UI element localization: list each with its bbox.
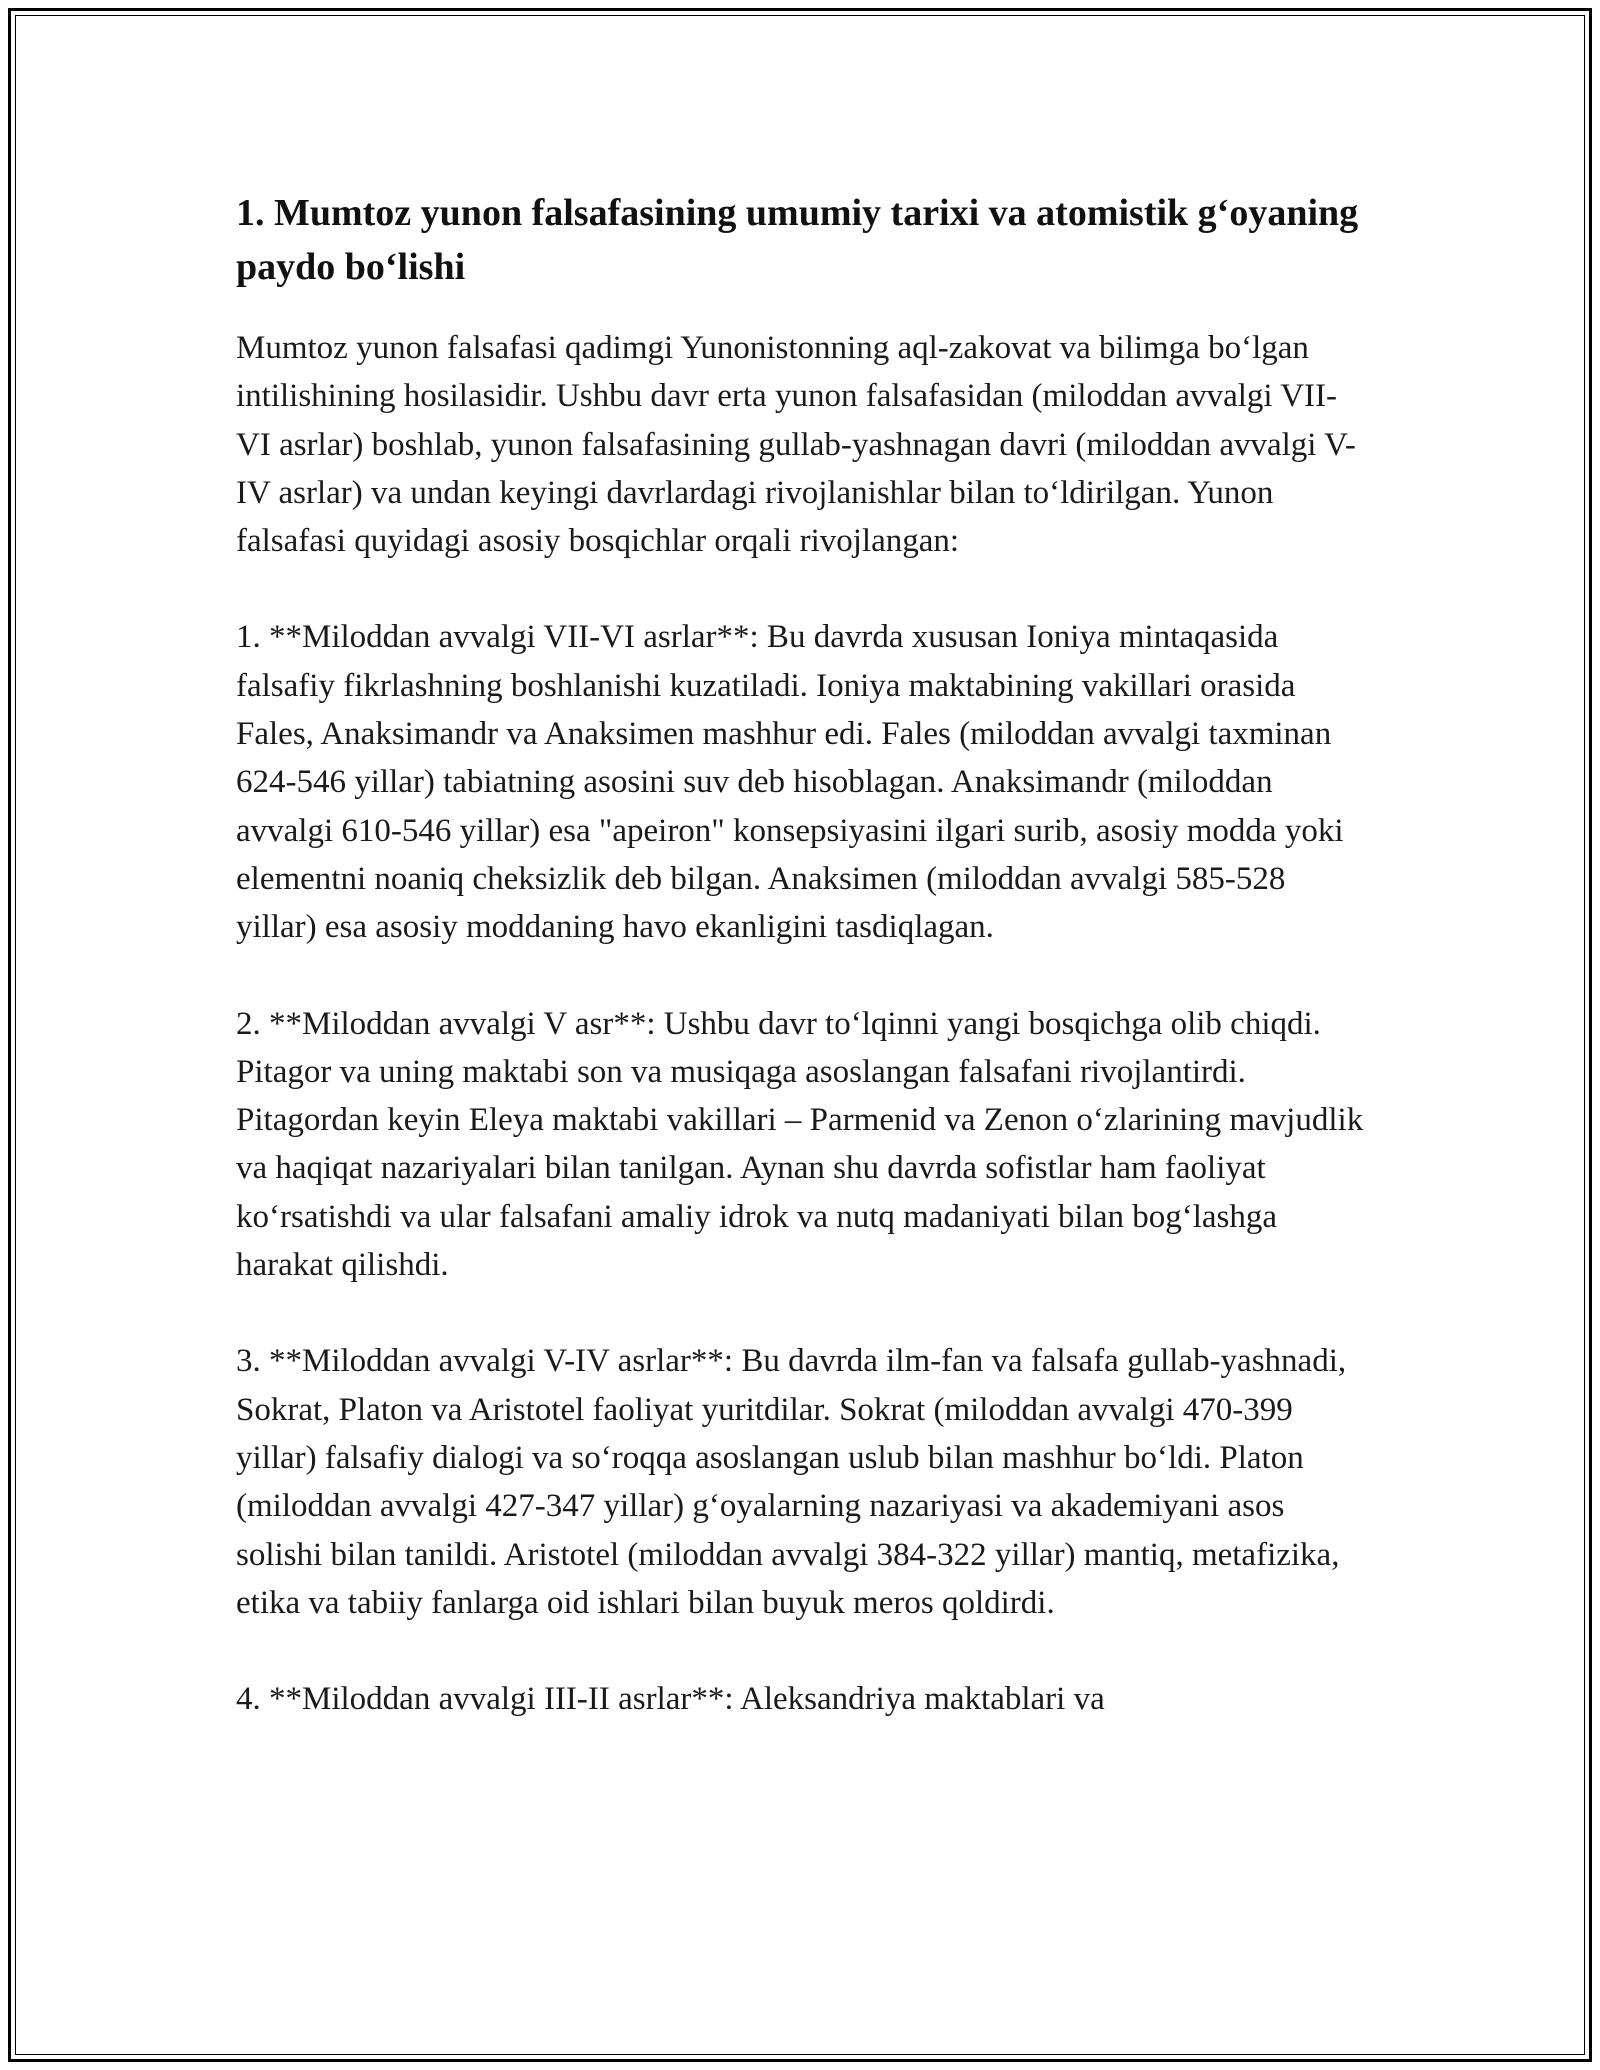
list-item-period-4: 4. **Miloddan avvalgi III-II asrlar**: Aleksandriya maktablari va <box>236 1681 1105 1718</box>
list-item-period-1: 1. **Miloddan avvalgi VII-VI asrlar**: Bu davrda xususan Ioniya mintaqasida falsafiy fikrlashning boshlanishi kuzatiladi. Ioniya maktabining vakillari orasida Fales, Anaksimandr va Anaksimen mashhur edi. Fales (miloddan avvalgi taxminan 624-546 yillar) tabiatning asosini suv deb hisoblagan. Anaksimandr (miloddan avvalgi 610-546 yillar) esa "apeiron" konsepsiyasini ilgari surib, asosiy modda yoki elementni noaniq cheksizlik deb bilgan. Anaksimen (miloddan avvalgi 585-528 yillar) esa asosiy moddaning havo ekanligini tasdiqlagan. <box>236 619 1344 946</box>
section-heading: 1. Mumtoz yunon falsafasining umumiy tarixi va atomistik g‘oyaning paydo bo‘lishi <box>236 192 1359 288</box>
list-item-period-3: 3. **Miloddan avvalgi V-IV asrlar**: Bu davrda ilm-fan va falsafa gullab-yashnadi, Sokrat, Platon va Aristotel faoliyat yuritdilar. Sokrat (miloddan avvalgi 470-399 yillar) falsafiy dialogi va so‘roqqa asoslangan uslub bilan mashhur bo‘ldi. Platon (miloddan avvalgi 427-347 yillar) g‘oyalarning nazariyasi va akademiyani asos solishi bilan tanildi. Aristotel (miloddan avvalgi 384-322 yillar) mantiq, metafizika, etika va tabiiy fanlarga oid ishlari bilan buyuk meros qoldirdi. <box>236 1343 1347 1621</box>
intro-paragraph: Mumtoz yunon falsafasi qadimgi Yunonistonning aql-zakovat va bilimga bo‘lgan intilishining hosilasidir. Ushbu davr erta yunon falsafasidan (miloddan avvalgi VII-VI asrlar) boshlab, yunon falsafasining gullab-yashnagan davri (miloddan avvalgi V-IV asrlar) va undan keyingi davrlardagi rivojlanishlar bilan to‘ldirilgan. Yunon falsafasi quyidagi asosiy bosqichlar orqali rivojlangan: <box>236 330 1356 560</box>
document-body <box>236 186 1366 1723</box>
list-item-period-2: 2. **Miloddan avvalgi V asr**: Ushbu davr to‘lqinni yangi bosqichga olib chiqdi. Pitagor va uning maktabi son va musiqaga asoslangan falsafani rivojlantirdi. Pitagordan keyin Eleya maktabi vakillari – Parmenid va Zenon o‘zlarining mavjudlik va haqiqat nazariyalari bilan tanilgan. Aynan shu davrda sofistlar ham faoliyat ko‘rsatishdi va ular falsafani amaliy idrok va nutq madaniyati bilan bog‘lashga harakat qilishdi. <box>236 1005 1364 1284</box>
